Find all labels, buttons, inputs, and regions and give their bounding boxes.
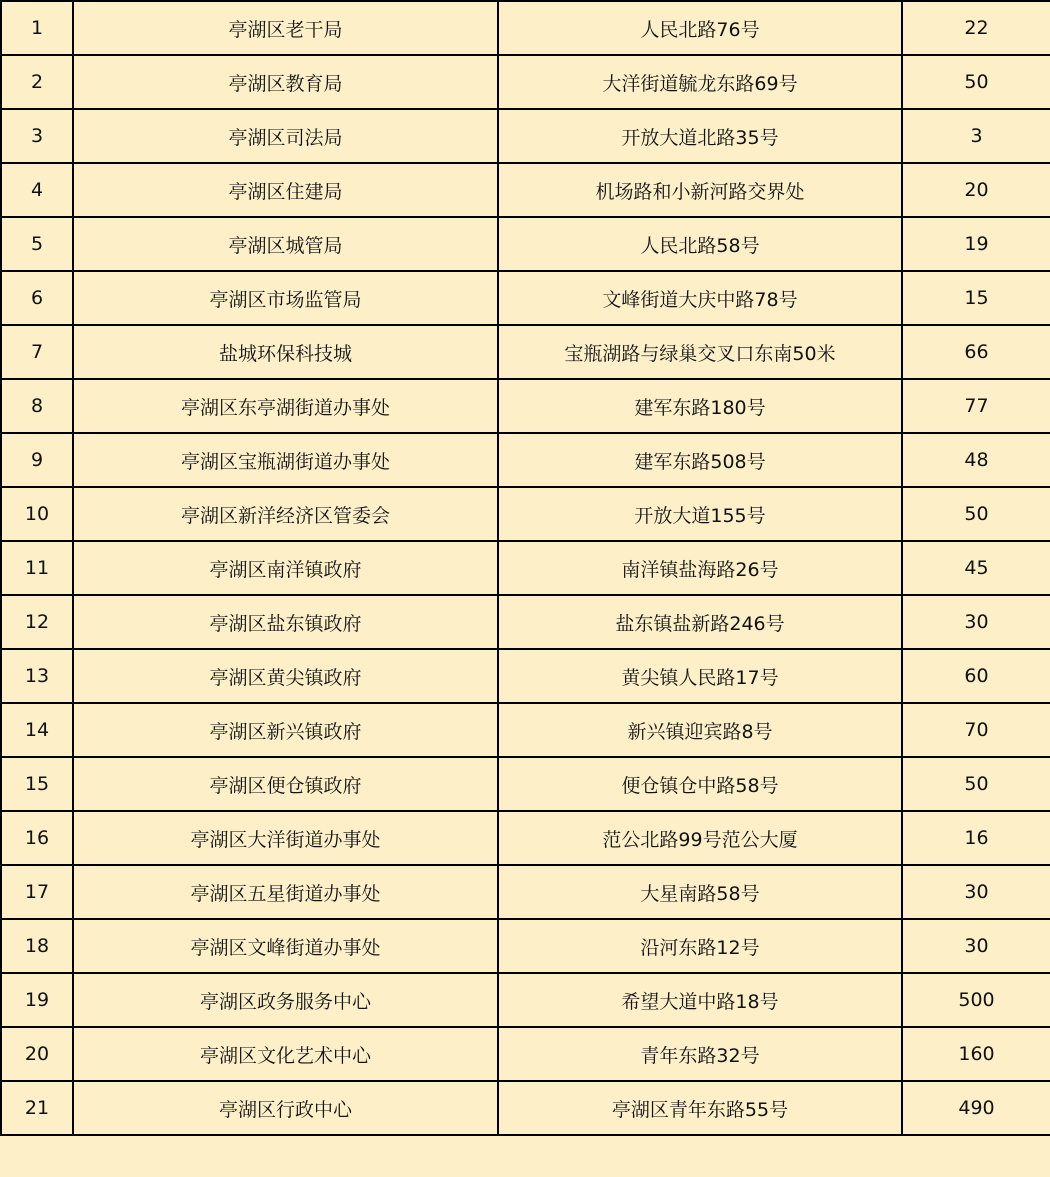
address-cell: 人民北路58号 (498, 217, 902, 271)
address-cell: 盐东镇盐新路246号 (498, 595, 902, 649)
count-cell: 50 (902, 757, 1050, 811)
row-number-cell: 7 (1, 325, 73, 379)
row-number-cell: 18 (1, 919, 73, 973)
address-cell: 开放大道北路35号 (498, 109, 902, 163)
row-number-cell: 4 (1, 163, 73, 217)
unit-name-cell: 亭湖区新兴镇政府 (73, 703, 498, 757)
unit-name-cell: 亭湖区便仓镇政府 (73, 757, 498, 811)
row-number-cell: 3 (1, 109, 73, 163)
row-number-cell: 15 (1, 757, 73, 811)
table-row (1, 433, 1050, 487)
address-cell: 亭湖区青年东路55号 (498, 1081, 902, 1135)
address-cell: 建军东路508号 (498, 433, 902, 487)
count-cell: 30 (902, 865, 1050, 919)
row-number-cell: 17 (1, 865, 73, 919)
count-cell: 500 (902, 973, 1050, 1027)
unit-name-cell: 亭湖区教育局 (73, 55, 498, 109)
row-number-cell: 19 (1, 973, 73, 1027)
unit-name-cell: 亭湖区城管局 (73, 217, 498, 271)
table-row (1, 973, 1050, 1027)
address-cell: 范公北路99号范公大厦 (498, 811, 902, 865)
count-cell: 16 (902, 811, 1050, 865)
row-number-cell: 20 (1, 1027, 73, 1081)
table-row (1, 703, 1050, 757)
unit-name-cell: 亭湖区行政中心 (73, 1081, 498, 1135)
row-number-cell: 5 (1, 217, 73, 271)
address-cell: 文峰街道大庆中路78号 (498, 271, 902, 325)
table-row (1, 1027, 1050, 1081)
table-row (1, 217, 1050, 271)
table-row (1, 811, 1050, 865)
count-cell: 30 (902, 595, 1050, 649)
table-row (1, 1081, 1050, 1135)
count-cell: 30 (902, 919, 1050, 973)
unit-name-cell: 亭湖区政务服务中心 (73, 973, 498, 1027)
row-number-cell: 1 (1, 1, 73, 55)
count-cell: 45 (902, 541, 1050, 595)
address-cell: 青年东路32号 (498, 1027, 902, 1081)
table-row (1, 649, 1050, 703)
address-cell: 宝瓶湖路与绿巢交叉口东南50米 (498, 325, 902, 379)
count-cell: 77 (902, 379, 1050, 433)
address-cell: 沿河东路12号 (498, 919, 902, 973)
count-cell: 50 (902, 487, 1050, 541)
unit-name-cell: 亭湖区南洋镇政府 (73, 541, 498, 595)
address-cell: 开放大道155号 (498, 487, 902, 541)
table-row (1, 541, 1050, 595)
table-row (1, 757, 1050, 811)
count-cell: 66 (902, 325, 1050, 379)
count-cell: 70 (902, 703, 1050, 757)
row-number-cell: 14 (1, 703, 73, 757)
address-cell: 大洋街道毓龙东路69号 (498, 55, 902, 109)
table-row (1, 163, 1050, 217)
unit-name-cell: 亭湖区司法局 (73, 109, 498, 163)
address-cell: 人民北路76号 (498, 1, 902, 55)
address-cell: 新兴镇迎宾路8号 (498, 703, 902, 757)
unit-name-cell: 亭湖区宝瓶湖街道办事处 (73, 433, 498, 487)
count-cell: 3 (902, 109, 1050, 163)
address-cell: 机场路和小新河路交界处 (498, 163, 902, 217)
row-number-cell: 8 (1, 379, 73, 433)
unit-name-cell: 亭湖区新洋经济区管委会 (73, 487, 498, 541)
address-cell: 希望大道中路18号 (498, 973, 902, 1027)
unit-name-cell: 亭湖区盐东镇政府 (73, 595, 498, 649)
address-cell: 黄尖镇人民路17号 (498, 649, 902, 703)
unit-name-cell: 亭湖区五星街道办事处 (73, 865, 498, 919)
count-cell: 19 (902, 217, 1050, 271)
count-cell: 22 (902, 1, 1050, 55)
row-number-cell: 13 (1, 649, 73, 703)
table-row (1, 865, 1050, 919)
count-cell: 490 (902, 1081, 1050, 1135)
row-number-cell: 11 (1, 541, 73, 595)
unit-name-cell: 亭湖区黄尖镇政府 (73, 649, 498, 703)
table-body (1, 1, 1050, 1135)
address-cell: 大星南路58号 (498, 865, 902, 919)
table-row (1, 271, 1050, 325)
table-row (1, 109, 1050, 163)
count-cell: 60 (902, 649, 1050, 703)
count-cell: 50 (902, 55, 1050, 109)
unit-name-cell: 亭湖区老干局 (73, 1, 498, 55)
row-number-cell: 16 (1, 811, 73, 865)
table-row (1, 55, 1050, 109)
row-number-cell: 2 (1, 55, 73, 109)
table-row (1, 919, 1050, 973)
address-cell: 建军东路180号 (498, 379, 902, 433)
table-row (1, 379, 1050, 433)
unit-name-cell: 盐城环保科技城 (73, 325, 498, 379)
unit-name-cell: 亭湖区市场监管局 (73, 271, 498, 325)
unit-name-cell: 亭湖区东亭湖街道办事处 (73, 379, 498, 433)
row-number-cell: 21 (1, 1081, 73, 1135)
row-number-cell: 12 (1, 595, 73, 649)
row-number-cell: 10 (1, 487, 73, 541)
row-number-cell: 9 (1, 433, 73, 487)
unit-name-cell: 亭湖区住建局 (73, 163, 498, 217)
count-cell: 20 (902, 163, 1050, 217)
table-row (1, 487, 1050, 541)
address-cell: 南洋镇盐海路26号 (498, 541, 902, 595)
table-row (1, 595, 1050, 649)
address-cell: 便仓镇仓中路58号 (498, 757, 902, 811)
row-number-cell: 6 (1, 271, 73, 325)
count-cell: 160 (902, 1027, 1050, 1081)
count-cell: 48 (902, 433, 1050, 487)
table-row (1, 325, 1050, 379)
unit-name-cell: 亭湖区大洋街道办事处 (73, 811, 498, 865)
table-row (1, 1, 1050, 55)
unit-name-cell: 亭湖区文峰街道办事处 (73, 919, 498, 973)
unit-name-cell: 亭湖区文化艺术中心 (73, 1027, 498, 1081)
count-cell: 15 (902, 271, 1050, 325)
